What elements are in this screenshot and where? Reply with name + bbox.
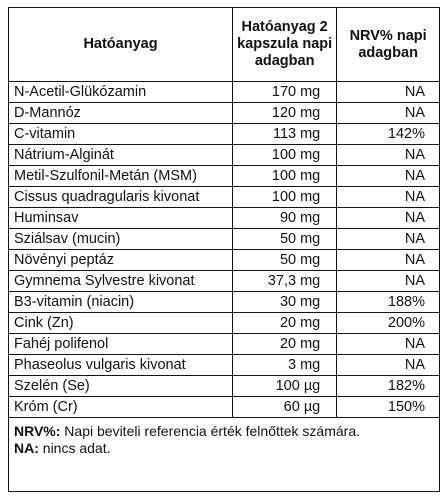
cell-nrv: 150% (337, 397, 439, 418)
cell-nrv: NA (337, 271, 439, 292)
table-body (9, 82, 439, 418)
table-row (9, 103, 439, 124)
cell-ingredient: Cissus quadragularis kivonat (9, 187, 233, 208)
cell-ingredient: Sziálsav (mucin) (9, 229, 233, 250)
cell-nrv: NA (337, 145, 439, 166)
footnote-term: NRV%: (14, 423, 61, 439)
table-row (9, 145, 439, 166)
cell-amount: 50 mg (233, 229, 337, 250)
cell-amount: 50 mg (233, 250, 337, 271)
footnote-term: NA: (14, 440, 39, 456)
cell-nrv: 188% (337, 292, 439, 313)
cell-amount: 113 mg (233, 124, 337, 145)
table-row (9, 313, 439, 334)
supplement-facts-panel (8, 7, 440, 492)
table-row (9, 229, 439, 250)
cell-nrv: NA (337, 229, 439, 250)
header-ingredient: Hatóanyag (9, 8, 233, 82)
cell-nrv: NA (337, 82, 439, 103)
cell-ingredient: C-vitamin (9, 124, 233, 145)
table-row (9, 397, 439, 418)
table-row (9, 166, 439, 187)
cell-amount: 120 mg (233, 103, 337, 124)
cell-nrv: NA (337, 103, 439, 124)
cell-ingredient: Gymnema Sylvestre kivonat (9, 271, 233, 292)
cell-amount: 170 mg (233, 82, 337, 103)
cell-nrv: NA (337, 166, 439, 187)
cell-amount: 37,3 mg (233, 271, 337, 292)
cell-ingredient: Nátrium-Alginát (9, 145, 233, 166)
cell-ingredient: Cink (Zn) (9, 313, 233, 334)
cell-amount: 100 mg (233, 145, 337, 166)
cell-ingredient: Metil-Szulfonil-Metán (MSM) (9, 166, 233, 187)
cell-amount: 20 mg (233, 313, 337, 334)
cell-ingredient: B3-vitamin (niacin) (9, 292, 233, 313)
footnote-text: nincs adat. (38, 440, 111, 456)
cell-ingredient: D-Mannóz (9, 103, 233, 124)
cell-amount: 30 mg (233, 292, 337, 313)
cell-nrv: NA (337, 187, 439, 208)
table-row (9, 334, 439, 355)
table-header-row (9, 8, 439, 82)
header-nrv: NRV% napi adagban (337, 8, 439, 82)
cell-ingredient: Króm (Cr) (9, 397, 233, 418)
cell-amount: 20 mg (233, 334, 337, 355)
table-row (9, 124, 439, 145)
table-row (9, 250, 439, 271)
table-row (9, 208, 439, 229)
footnote-text: Napi beviteli referencia érték felnőttek számára. (60, 423, 361, 439)
cell-nrv: 142% (337, 124, 439, 145)
cell-nrv: NA (337, 208, 439, 229)
cell-amount: 60 µg (233, 397, 337, 418)
cell-ingredient: Phaseolus vulgaris kivonat (9, 355, 233, 376)
table-row (9, 82, 439, 103)
table-row (9, 187, 439, 208)
cell-ingredient: Szelén (Se) (9, 376, 233, 397)
cell-ingredient: Növényi peptáz (9, 250, 233, 271)
table-row (9, 292, 439, 313)
footnote-na (14, 440, 433, 457)
header-amount: Hatóanyag 2 kapszula napi adagban (233, 8, 337, 82)
table-row (9, 355, 439, 376)
cell-nrv: 182% (337, 376, 439, 397)
cell-nrv: NA (337, 250, 439, 271)
cell-amount: 3 mg (233, 355, 337, 376)
cell-nrv: NA (337, 334, 439, 355)
cell-amount: 100 µg (233, 376, 337, 397)
cell-nrv: 200% (337, 313, 439, 334)
cell-amount: 100 mg (233, 166, 337, 187)
table-row (9, 271, 439, 292)
cell-ingredient: N-Acetil-Glükózamin (9, 82, 233, 103)
ingredients-table (9, 8, 439, 418)
table-row (9, 376, 439, 397)
cell-amount: 100 mg (233, 187, 337, 208)
cell-nrv: NA (337, 355, 439, 376)
cell-amount: 90 mg (233, 208, 337, 229)
cell-ingredient: Fahéj polifenol (9, 334, 233, 355)
footnote-nrv (14, 423, 433, 440)
footnotes (9, 418, 439, 457)
cell-ingredient: Huminsav (9, 208, 233, 229)
